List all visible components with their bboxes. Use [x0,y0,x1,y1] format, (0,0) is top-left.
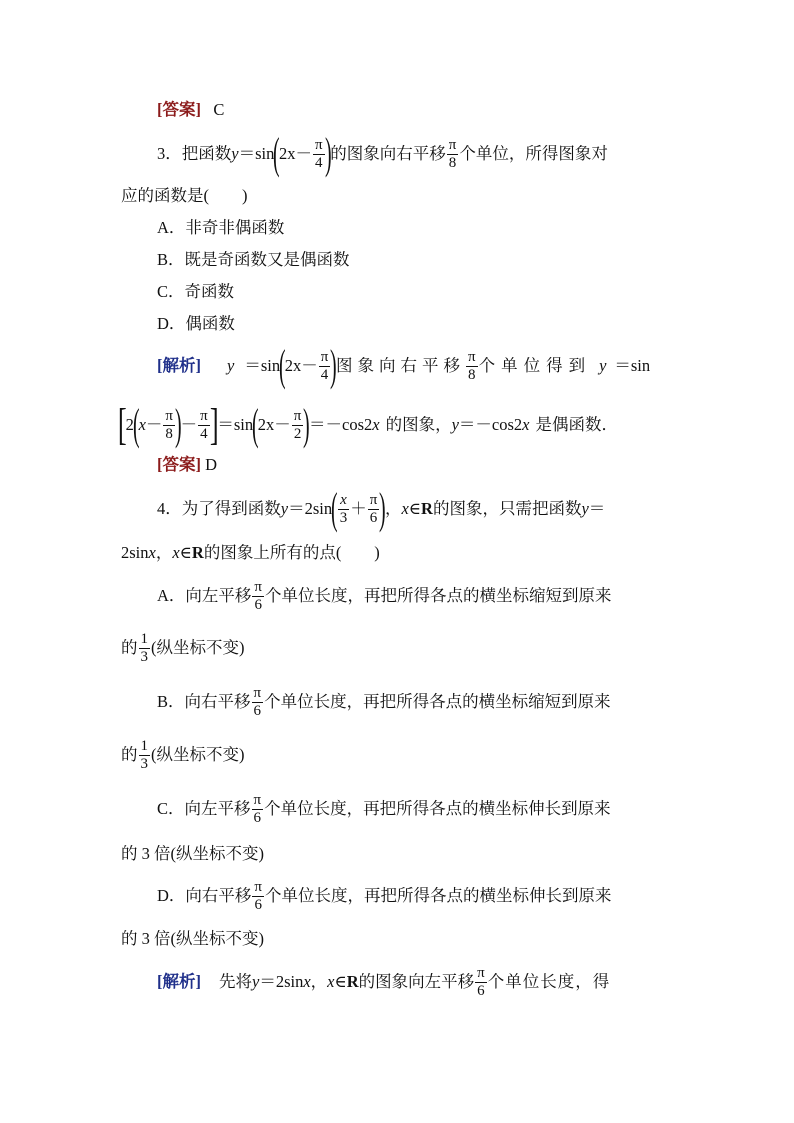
q3-y: y [231,144,239,163]
q4-prefix: 4．为了得到函数 [157,499,281,518]
fraction-pi-6 [252,879,264,914]
analysis-minus: － [274,415,291,434]
question-4-line-2 [121,543,380,563]
q4-mid: 的图象，只需把函数 [432,499,582,518]
fraction-pi-4 [198,408,210,443]
paren-left: ( [132,400,140,449]
analysis-y: y [252,972,260,991]
bracket-right: ] [209,400,219,449]
paren-left: ( [331,484,338,533]
frac-num: π [253,791,262,808]
q4-option-b [157,680,611,724]
q3-minus: － [295,144,312,163]
answer-tag: [答案] [157,455,201,474]
paren-left: ( [252,400,259,449]
q4-plus: ＋ [350,499,367,518]
analysis-text2: 个单位得到 [478,356,592,375]
q4-option-c-line-2: 的 3 倍(纵坐标不变) [121,844,264,863]
answer-previous [157,100,224,120]
frac-num: 1 [140,630,148,647]
analysis-text4: ＝－cos2 [458,415,523,434]
q3-suffix: 个单位，所得图象对 [459,144,608,163]
frac-num: π [253,684,262,701]
option-c-text2: 个单位长度，再把所得各点的横坐标伸长到原来 [264,799,611,818]
fraction-pi-6 [252,792,264,827]
frac-num: π [320,348,329,365]
question-4-line-1 [157,484,606,533]
frac-num: π [200,407,208,424]
q3-analysis-line-1 [157,341,651,390]
analysis-y: y [451,415,459,434]
analysis-comma: ， [310,972,328,991]
frac-den: 3 [140,648,148,665]
analysis-eq2: ＝sin [614,356,651,375]
paren-right: ) [303,400,310,449]
q3-2x: 2x [279,144,296,163]
analysis-2x: 2x [257,415,275,434]
option-d-text2: 个单位长度，再把所得各点的横坐标伸长到原来 [265,886,612,905]
frac-num: π [448,136,457,153]
q4-analysis-line-1 [157,960,610,1004]
paren-left: ( [279,341,286,390]
analysis-a: 先将 [219,972,252,991]
frac-den: 8 [165,425,173,442]
fraction-pi-4 [319,349,331,384]
frac-num: π [254,878,262,895]
analysis-x: x [303,972,311,991]
paren-right: ) [174,400,182,449]
analysis-eq: ＝2sin [259,972,304,991]
frac-num: π [293,407,302,424]
analysis-2x: 2x [284,356,302,375]
analysis-tag: [解析] [157,972,201,991]
q4-option-c [157,787,611,831]
analysis-in: x∈ [327,972,347,991]
question-3-line-2: 应的函数是( ) [121,186,248,205]
q3-mid: 的图象向右平移 [330,144,446,163]
option-a-text3: 的 [121,638,138,657]
frac-den: 4 [315,154,323,171]
frac-num: π [369,491,378,508]
analysis-mid: 的图象向左平移 [358,972,475,991]
q4-option-d-line-2: 的 3 倍(纵坐标不变) [121,929,264,948]
fraction-pi-8 [163,408,175,443]
analysis-minus: － [180,415,198,434]
q4-R: R [421,499,433,518]
analysis-text3: 的图象， [385,415,452,434]
frac-num: π [165,407,173,424]
analysis-eq4: ＝－cos2 [309,415,373,434]
q3-option-d: D．偶函数 [157,314,235,333]
q4-option-b-line-2 [121,733,245,777]
q4-comma: ， [155,543,173,562]
answer-q3 [157,455,217,475]
fraction-pi-6 [475,965,487,1000]
paren-right: ) [379,484,386,533]
q4-eq: ＝2sin [288,499,333,518]
q4-comma: ， [384,499,402,518]
option-a-text4: (纵坐标不变) [151,638,245,657]
answer-tag: [答案] [157,100,201,119]
frac-num: x [340,491,347,508]
q4-line2-end: 的图象上所有的点( ) [203,543,380,562]
frac-den: 3 [339,509,348,526]
frac-num: π [254,578,262,595]
q3-prefix: 3．把函数 [157,144,232,163]
analysis-y2: y [599,356,607,375]
analysis-x: x [138,415,146,434]
fraction-1-3 [139,738,151,773]
analysis-text1: 图象向右平移 [335,356,465,375]
paren-right: ) [330,341,337,390]
analysis-minus: － [145,415,163,434]
q3-option-c: C．奇函数 [157,282,235,301]
question-3-line-1 [157,129,608,178]
analysis-tag: [解析] [157,356,201,375]
q3-analysis-line-2 [119,400,618,450]
frac-num: 1 [140,737,148,754]
option-a-text1: A．向左平移 [157,586,252,605]
analysis-eq: ＝sin [244,356,281,375]
frac-den: 6 [254,596,262,613]
fraction-pi-8 [466,349,478,384]
analysis-x: x [522,415,530,434]
option-d-text1: D．向右平移 [157,886,252,905]
q4-x: x [148,543,156,562]
analysis-eq3: ＝sin [217,415,254,434]
analysis-x: x [372,415,380,434]
frac-num: π [467,348,476,365]
bracket-left: [ [117,400,127,449]
frac-den: 4 [200,425,208,442]
frac-den: 3 [140,755,148,772]
fraction-pi-6 [252,685,264,720]
frac-num: π [477,964,485,981]
analysis-suffix: 个单位长度，得 [487,972,611,991]
fraction-pi-2 [292,408,304,443]
analysis-text5: 是偶函数． [535,415,618,434]
q4-y2: y [581,499,589,518]
frac-den: 6 [253,702,262,719]
q4-y: y [280,499,289,518]
option-c-text1: C．向左平移 [157,799,251,818]
frac-den: 6 [477,982,485,999]
option-b-text1: B．向右平移 [157,692,251,711]
frac-den: 6 [253,809,262,826]
paren-left: ( [273,129,280,178]
q4-in: x∈ [401,499,422,518]
q4-option-a-line-2 [121,626,245,670]
fraction-1-3 [139,631,151,666]
q3-option-a: A．非奇非偶函数 [157,218,285,237]
fraction-pi-6 [368,492,380,527]
analysis-2: 2 [125,415,134,434]
frac-num: π [315,136,323,153]
option-b-text3: 的 [121,745,138,764]
frac-den: 6 [254,896,262,913]
analysis-R: R [346,972,359,991]
q4-in: x∈ [172,543,192,562]
answer-value: D [205,455,218,474]
option-b-text4: (纵坐标不变) [151,745,245,764]
fraction-pi-6 [252,579,264,614]
option-b-text2: 个单位长度，再把所得各点的横坐标缩短到原来 [264,692,611,711]
answer-value: C [213,100,225,119]
frac-den: 2 [293,425,302,442]
option-a-text2: 个单位长度，再把所得各点的横坐标缩短到原来 [265,586,612,605]
fraction-x-3 [338,492,350,527]
q3-option-b: B．既是奇函数又是偶函数 [157,250,350,269]
analysis-minus: － [301,356,318,375]
q4-option-d [157,874,612,918]
fraction-pi-4 [313,137,325,172]
q4-eq2: ＝ [588,499,606,518]
frac-den: 8 [468,366,476,383]
frac-den: 6 [369,509,378,526]
paren-right: ) [324,129,332,178]
analysis-y: y [227,356,235,375]
frac-den: 8 [448,154,457,171]
frac-den: 4 [320,366,329,383]
q4-R: R [191,543,204,562]
q3-eq: ＝sin [238,144,275,163]
q4-option-a [157,574,612,618]
q4-2sin: 2sin [121,543,149,562]
fraction-pi-8 [447,137,459,172]
